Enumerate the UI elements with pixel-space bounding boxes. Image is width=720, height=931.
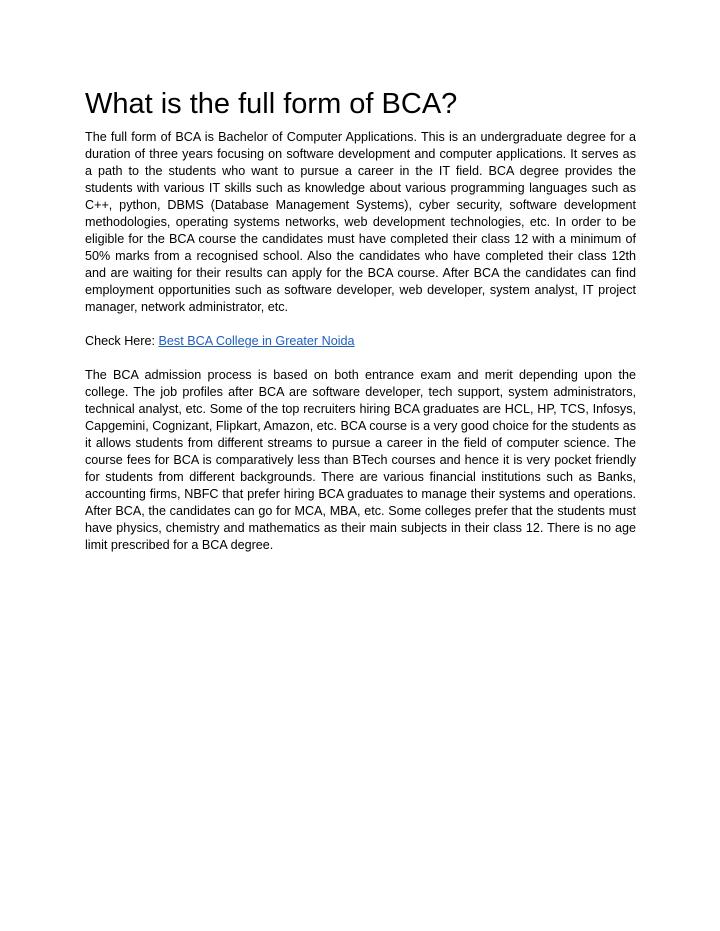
page-title: What is the full form of BCA? xyxy=(85,88,458,120)
intro-paragraph: The full form of BCA is Bachelor of Computer Applications. This is an undergraduate degree for a duration of three years focusing on software development and computer applications. It serves as a path to the students who want to pursue a career in the IT field. BCA degree provides the students with various IT skills such as knowledge about various programming languages such as C++, python, DBMS (Database Management Systems), cyber security, software development methodologies, operating systems networks, web development technologies, etc. In order to be eligible for the BCA course the candidates must have completed their class 12 with a minimum of 50% marks from a recognised school. Also the candidates who have completed their class 12th and are waiting for their results can apply for the BCA course. After BCA the candidates can find employment opportunities such as software developer, web developer, system analyst, IT project manager, network administrator, etc. xyxy=(85,130,636,314)
admission-paragraph: The BCA admission process is based on both entrance exam and merit depending upon the college. The job profiles after BCA are software developer, tech support, system administrators, technical analyst, etc. Some of the top recruiters hiring BCA graduates are HCL, HP, TCS, Infosys, Capgemini, Cognizant, Flipkart, Amazon, etc. BCA course is a very good choice for the students as it allows students from different streams to pursue a career in the field of computer science. The course fees for BCA is comparatively less than BTech courses and hence it is very pocket friendly for students from different backgrounds. There are various financial institutions such as Banks, accounting firms, NBFC that prefer hiring BCA graduates to manage their systems and operations. After BCA, the candidates can go for MCA, MBA, etc. Some colleges prefer that the students must have physics, chemistry and mathematics as their main subjects in their class 12. There is no age limit prescribed for a BCA degree. xyxy=(85,368,636,552)
document-page xyxy=(85,84,636,554)
bca-college-link[interactable]: Best BCA College in Greater Noida xyxy=(158,334,355,348)
check-here-line xyxy=(85,333,636,350)
check-here-label: Check Here: xyxy=(85,334,159,348)
